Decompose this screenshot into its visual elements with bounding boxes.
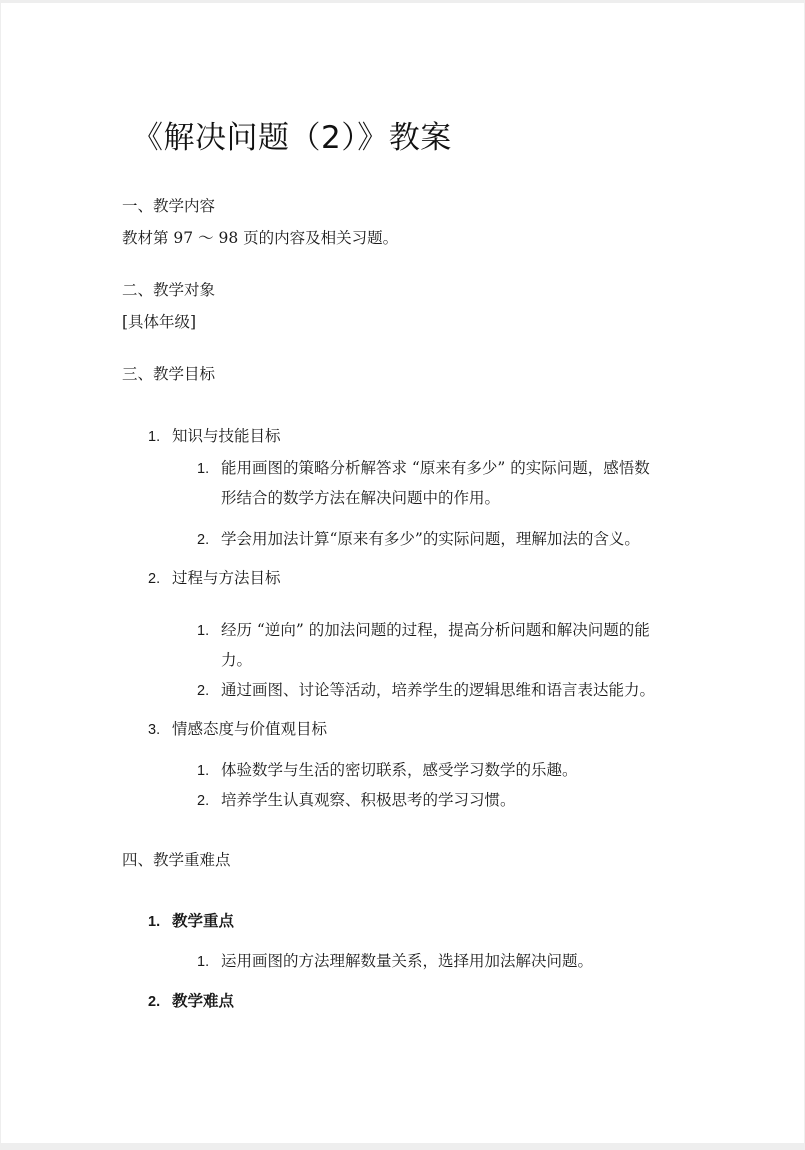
- section-heading-goals: 三、教学目标: [122, 365, 216, 383]
- list-number: 1.: [197, 763, 210, 779]
- list-number: 2.: [197, 683, 210, 699]
- list-item: [197, 760, 578, 781]
- audience-text: [具体年级]: [122, 313, 197, 331]
- keypoint-2-label: 教学难点: [172, 991, 235, 1010]
- goal-1: [148, 426, 281, 447]
- list-item-continuation: 力。: [221, 651, 253, 669]
- goal-3: [148, 719, 327, 740]
- list-item-text: 经历 “逆向” 的加法问题的过程，提高分析问题和解决问题的能: [221, 621, 650, 639]
- list-item: [197, 529, 640, 550]
- section-heading-content: 一、教学内容: [122, 197, 216, 215]
- goal-1-label: 知识与技能目标: [172, 427, 281, 445]
- goal-2-label: 过程与方法目标: [172, 569, 281, 587]
- list-number: 1.: [197, 954, 210, 970]
- keypoint-1-label: 教学重点: [172, 911, 235, 930]
- list-item: [197, 680, 655, 701]
- list-number: 2.: [197, 793, 210, 809]
- keypoint-2: [148, 991, 234, 1012]
- list-item-text: 运用画图的方法理解数量关系，选择用加法解决问题。: [221, 952, 594, 970]
- list-number: 2.: [197, 532, 210, 548]
- list-item-text: 通过画图、讨论等活动，培养学生的逻辑思维和语言表达能力。: [221, 681, 656, 699]
- keypoint-1: [148, 911, 234, 932]
- content-text: 教材第 97 ～ 98 页的内容及相关习题。: [122, 229, 399, 247]
- list-item: [197, 790, 516, 811]
- goal-2: [148, 568, 281, 589]
- goal-3-label: 情感态度与价值观目标: [172, 720, 328, 738]
- list-item-text: 能用画图的策略分析解答求 “原来有多少” 的实际问题，感悟数: [221, 459, 650, 477]
- list-item-text: 学会用加法计算“原来有多少”的实际问题，理解加法的含义。: [221, 530, 640, 548]
- list-item: [197, 951, 593, 972]
- list-item-text: 培养学生认真观察、积极思考的学习习惯。: [221, 791, 516, 809]
- section-heading-audience: 二、教学对象: [122, 281, 216, 299]
- list-item: [197, 458, 650, 479]
- page-title: 《解决问题（2）》教案: [132, 120, 452, 156]
- list-number: 1.: [148, 914, 161, 930]
- document-page: [1, 3, 804, 1143]
- list-item: [197, 620, 650, 641]
- list-number: 1.: [197, 461, 210, 477]
- list-number: 1.: [148, 429, 161, 445]
- list-item-text: 体验数学与生活的密切联系，感受学习数学的乐趣。: [221, 761, 578, 779]
- list-number: 2.: [148, 994, 161, 1010]
- list-number: 3.: [148, 722, 161, 738]
- section-heading-keypoints: 四、教学重难点: [122, 851, 231, 869]
- list-number: 1.: [197, 623, 210, 639]
- list-item-continuation: 形结合的数学方法在解决问题中的作用。: [221, 489, 501, 507]
- list-number: 2.: [148, 571, 161, 587]
